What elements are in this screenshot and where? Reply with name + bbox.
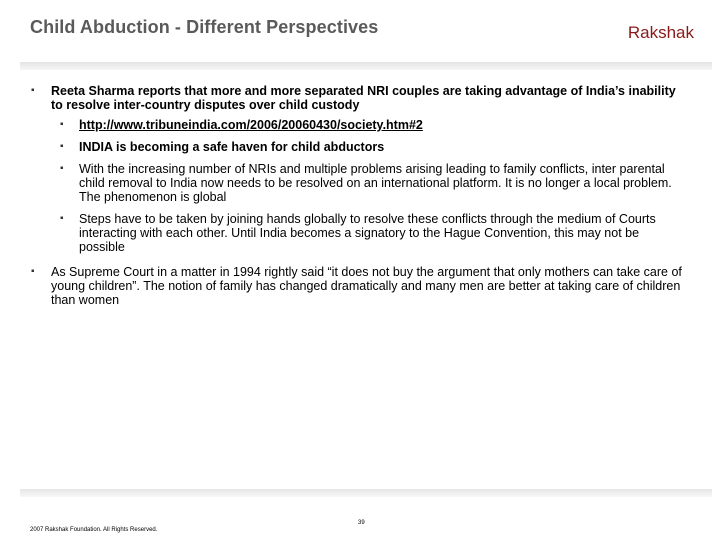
bullet-icon: ▪: [31, 266, 35, 277]
bullet-icon: ▪: [60, 141, 64, 152]
slide-body: [0, 84, 720, 307]
bullet-sub-1: [0, 118, 720, 132]
bullet-sub-2-text: INDIA is becoming a safe haven for child abductors: [79, 140, 385, 154]
bullet-icon: ▪: [60, 163, 64, 174]
bullet-icon: ▪: [60, 213, 64, 224]
copyright-notice: 2007 Rakshak Foundation. All Rights Reserved.: [30, 527, 158, 533]
page-number: 39: [358, 520, 365, 526]
bullet-sub-3: [0, 162, 720, 204]
bullet-main-1: [0, 84, 720, 112]
bullet-sub-3-text: With the increasing number of NRIs and multiple problems arising leading to family conflicts, inter parental child removal to India now needs to be resolved on an international platform. It is no longer a local problem. The phenomenon is global: [79, 162, 672, 204]
footer-divider-bar: [20, 489, 712, 497]
slide-title: Child Abduction - Different Perspectives: [30, 17, 379, 37]
bullet-main-2-text: As Supreme Court in a matter in 1994 rightly said “it does not buy the argument that only mothers can take care of young children”. The notion of family has changed dramatically and many men are better at taking care of children than women: [51, 265, 682, 307]
tribune-article-link[interactable]: http://www.tribuneindia.com/2006/20060430/society.htm#2: [79, 118, 423, 132]
bullet-main-1-text: Reeta Sharma reports that more and more separated NRI couples are taking advantage of India’s inability to resolve inter-country disputes over child custody: [51, 84, 676, 112]
bullet-icon: ▪: [31, 85, 35, 96]
bullet-sub-4-text: Steps have to be taken by joining hands globally to resolve these conflicts through the medium of Courts interacting with each other. Until India becomes a signatory to the Hague Convention, this may not be possible: [79, 212, 656, 254]
bullet-sub-2: [0, 140, 720, 154]
brand-logo-text: Rakshak: [627, 23, 694, 42]
header-divider-bar: [20, 62, 712, 70]
bullet-icon: ▪: [60, 119, 64, 130]
bullet-main-2: [0, 265, 720, 307]
bullet-sub-4: [0, 212, 720, 254]
